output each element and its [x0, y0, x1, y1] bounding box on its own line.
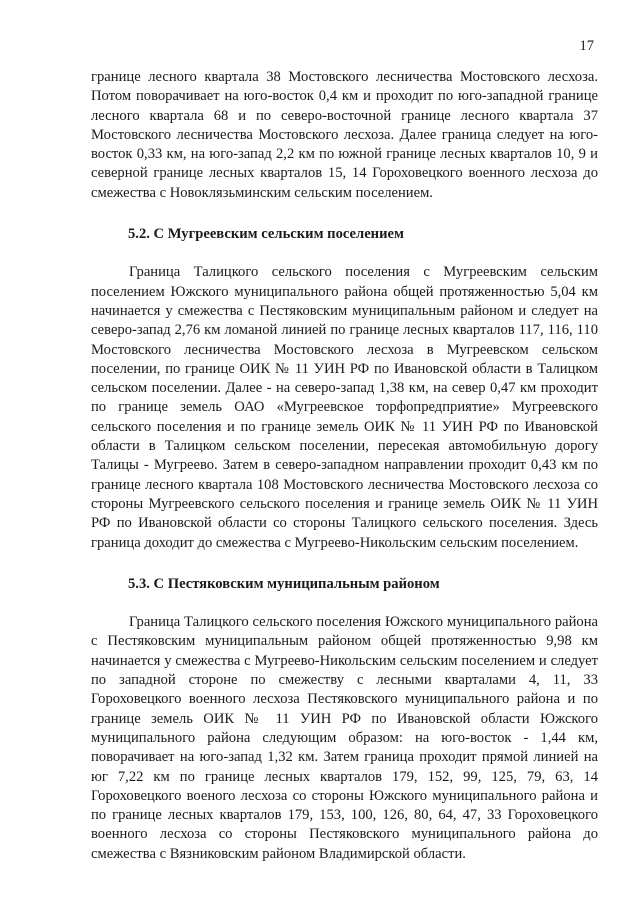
page-number: 17: [579, 38, 594, 54]
spacer: [91, 594, 598, 613]
spacer: [91, 553, 598, 575]
section-paragraph-5-2: Граница Талицкого сельского поселения с Мугреевским сельским поселением Южского муниципального района общей протяженностью 5,04 км начинается у смежества с Пестяковским муниципальным районом и следует на северо-запад 2,76 км ломаной линией по границе лесных кварталов 117, 116, 110 Мостовского лесничества Мостовского лесхоза в Мугреевском сельском поселении, по границе ОИК № 11 УИН РФ по Ивановской области в Талицком сельском поселении. Далее - на северо-запад 1,38 км, на север 0,47 км проходит по границе земель ОАО «Мугреевское торфопредприятие» Мугреевского сельского поселения и по границе земель ОИК № 11 УИН РФ по Ивановской области в Талицком сельском поселении, пересекая автомобильную дорогу Талицы - Мугреево. Затем в северо-западном направлении проходит 0,43 км по границе лесного квартала 108 Мостовского лесничества Мостовского лесхоза со стороны Мугреевского сельского поселения и границе земель ОИК № 11 УИН РФ по Ивановской области со стороны Талицкого сельского поселения. Здесь граница доходит до смежества с Мугреево-Никольским сельским поселением.: [91, 264, 598, 551]
section-heading-5-3: 5.3. С Пестяковским муниципальным районом: [128, 575, 440, 592]
spacer: [91, 244, 598, 263]
spacer: [91, 203, 598, 225]
document-body: [91, 68, 598, 864]
section-paragraph-5-3: Граница Талицкого сельского поселения Южского муниципального района с Пестяковским муниципальным районом общей протяженностью 9,98 км начинается у смежества с Мугреево-Никольским сельским поселением и следует по западной стороне по смежеству с лесными кварталами 4, 11, 33 Гороховецкого военного лесхоза Пестяковского муниципального района и по границе земель ОИК № 11 УИН РФ по Ивановской области Южского муниципального района следующим образом: на юго-восток - 1,44 км, поворачивает на юго-запад 1,32 км. Затем граница проходит прямой линией на юг 7,22 км по границе лесных кварталов 179, 152, 99, 125, 79, 63, 14 Гороховецкого военого лесхоза со стороны Южского муниципального района и по границе лесных кварталов 179, 153, 100, 126, 80, 64, 47, 33 Гороховецкого военного лесхоза со стороны Пестяковского муниципального района до смежества с Вязниковским районом Владимирской области.: [91, 614, 598, 862]
section-heading-5-2: 5.2. С Мугреевским сельским поселением: [128, 226, 404, 243]
intro-paragraph: границе лесного квартала 38 Мостовского лесничества Мостовского лесхоза. Потом поворачивает на юго-восток 0,4 км и проходит по юго-западной границе лесного квартала 68 и по северо-восточной границе лесного квартала 37 Мостовского лесничества Мостовского лесхоза. Далее граница следует на юго-восток 0,33 км, на юго-запад 2,2 км по южной границе лесных кварталов 10, 9 и северной границе лесных кварталов 15, 14 Гороховецкого военного лесхоза до смежества с Новоклязьминским сельским поселением.: [91, 69, 598, 201]
